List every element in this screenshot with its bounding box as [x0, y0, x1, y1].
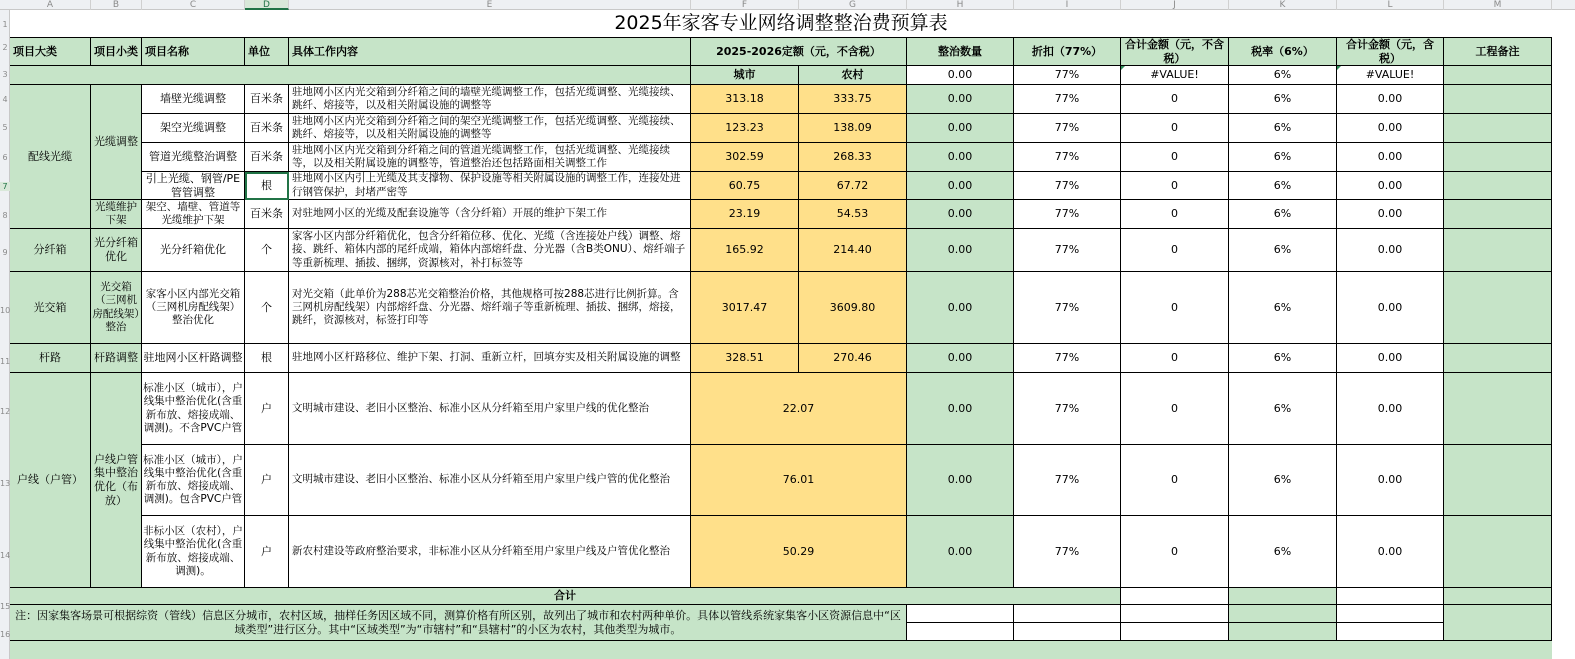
item-remark[interactable] [1444, 373, 1552, 445]
item-work-content[interactable]: 文明城市建设、老旧小区整治、标准小区从分纤箱至用户家里户线的优化整治 [289, 373, 691, 445]
header-rural[interactable]: 农村 [799, 66, 907, 85]
item-quantity[interactable]: 0.00 [907, 143, 1014, 172]
item-tax-rate[interactable]: 6% [1229, 200, 1337, 229]
item-total-excl-tax[interactable]: 0 [1121, 516, 1229, 588]
row-header[interactable]: 15 [0, 602, 11, 611]
item-unit[interactable]: 个 [245, 229, 289, 272]
cell-qty[interactable]: 0.00 [907, 66, 1014, 85]
row-header-bar [0, 10, 10, 659]
row-header[interactable]: 1 [2, 20, 8, 29]
item-unit-price[interactable]: 76.01 [691, 445, 907, 516]
column-header-i[interactable]: I [1014, 0, 1121, 10]
column-header-h[interactable]: H [907, 0, 1014, 10]
column-header-j[interactable]: J [1121, 0, 1229, 10]
header-city[interactable]: 城市 [691, 66, 799, 85]
item-rural-price[interactable]: 138.09 [799, 114, 907, 143]
subgroup-label[interactable]: 杆路调整 [91, 344, 142, 373]
group-label[interactable]: 户线（户管） [10, 373, 91, 588]
item-remark[interactable] [1444, 344, 1552, 373]
item-unit-price[interactable]: 50.29 [691, 516, 907, 588]
item-remark[interactable] [1444, 85, 1552, 114]
worksheet[interactable] [10, 10, 1575, 659]
sheet-title[interactable]: 2025年家客专业网络调整整治费预算表 [10, 10, 1552, 38]
item-rural-price[interactable]: 333.75 [799, 85, 907, 114]
total-cell[interactable] [1121, 588, 1229, 605]
error-indicator-icon [1337, 66, 1341, 70]
item-name[interactable]: 驻地网小区杆路调整 [142, 344, 245, 373]
item-unit[interactable]: 百米条 [245, 85, 289, 114]
item-unit[interactable]: 百米条 [245, 143, 289, 172]
row-header[interactable]: 9 [2, 248, 8, 257]
item-remark[interactable] [1444, 114, 1552, 143]
item-name[interactable]: 标准小区（城市），户线集中整治优化(含重新布放、熔接成端、调测)。不含PVC户管 [142, 373, 245, 445]
row-header[interactable]: 12 [0, 407, 11, 416]
item-quantity[interactable]: 0.00 [907, 172, 1014, 200]
item-tax-rate[interactable]: 6% [1229, 445, 1337, 516]
subgroup-label[interactable]: 光缆调整 [91, 85, 142, 200]
item-discount[interactable]: 77% [1014, 229, 1121, 272]
header-work-content[interactable]: 具体工作内容 [289, 38, 691, 66]
note-side-cell[interactable] [1229, 623, 1337, 641]
item-total-incl-tax[interactable]: 0.00 [1337, 172, 1444, 200]
item-tax-rate[interactable]: 6% [1229, 229, 1337, 272]
column-header-d[interactable]: D [245, 0, 289, 10]
column-header-m[interactable]: M [1444, 0, 1552, 10]
item-total-incl-tax[interactable]: 0.00 [1337, 143, 1444, 172]
item-unit-price[interactable]: 22.07 [691, 373, 907, 445]
item-remark[interactable] [1444, 229, 1552, 272]
group-label[interactable]: 分纤箱 [10, 229, 91, 272]
item-name[interactable]: 架空光缆调整 [142, 114, 245, 143]
item-discount[interactable]: 77% [1014, 445, 1121, 516]
item-discount[interactable]: 77% [1014, 114, 1121, 143]
item-city-price[interactable]: 165.92 [691, 229, 799, 272]
note-side-cell[interactable] [1444, 605, 1552, 641]
subheader-blank[interactable] [10, 66, 691, 85]
item-total-incl-tax[interactable]: 0.00 [1337, 229, 1444, 272]
header-unit[interactable]: 单位 [245, 38, 289, 66]
group-label[interactable]: 光交箱 [10, 272, 91, 344]
item-rural-price[interactable]: 268.33 [799, 143, 907, 172]
total-cell[interactable] [1229, 588, 1337, 605]
column-header-k[interactable]: K [1229, 0, 1337, 10]
item-city-price[interactable]: 302.59 [691, 143, 799, 172]
item-total-incl-tax[interactable]: 0.00 [1337, 516, 1444, 588]
item-total-excl-tax[interactable]: 0 [1121, 172, 1229, 200]
item-tax-rate[interactable]: 6% [1229, 85, 1337, 114]
item-total-excl-tax[interactable]: 0 [1121, 200, 1229, 229]
item-quantity[interactable]: 0.00 [907, 85, 1014, 114]
item-work-content[interactable]: 驻地网小区内引上光缆及其支撑物、保护设施等相关附属设施的调整工作，连接处进行钢管保护，封堵严密等 [289, 172, 691, 200]
item-unit[interactable]: 户 [245, 516, 289, 588]
item-name[interactable]: 架空、墙壁、管道等光缆维护下架 [142, 200, 245, 229]
item-tax-rate[interactable]: 6% [1229, 373, 1337, 445]
item-name[interactable]: 墙壁光缆调整 [142, 85, 245, 114]
item-work-content[interactable]: 驻地网小区内光交箱到分纤箱之间的墙壁光缆调整工作，包括光缆调整、光缆接续、跳纤、熔接等，以及相关附属设施的调整等 [289, 85, 691, 114]
item-work-content[interactable]: 驻地网小区内光交箱到分纤箱之间的管道光缆调整工作，包括光缆调整、光缆接续等，以及相关附属设施的调整等，管道整治还包括路面相关调整工作 [289, 143, 691, 172]
item-unit[interactable]: 个 [245, 272, 289, 344]
item-rural-price[interactable]: 3609.80 [799, 272, 907, 344]
item-total-incl-tax[interactable]: 0.00 [1337, 200, 1444, 229]
header-item-name[interactable]: 项目名称 [142, 38, 245, 66]
item-total-excl-tax[interactable]: 0 [1121, 272, 1229, 344]
item-total-excl-tax[interactable]: 0 [1121, 85, 1229, 114]
item-name[interactable]: 家客小区内部光交箱（三网机房配线架）整治优化 [142, 272, 245, 344]
note-side-cell[interactable] [907, 605, 1014, 623]
item-unit[interactable]: 百米条 [245, 114, 289, 143]
header-discount[interactable]: 折扣（77%） [1014, 38, 1121, 66]
total-cell[interactable] [1444, 588, 1552, 605]
item-quantity[interactable]: 0.00 [907, 445, 1014, 516]
item-remark[interactable] [1444, 200, 1552, 229]
note-text[interactable]: 注：因家集客场景可根据综资（管线）信息区分城市，农村区域，抽样任务因区域不同，测算价格有所区别，故列出了城市和农村两种单价。具体以管线系统家集客小区资源信息中“区域类型”进行区分。其中“区域类型”为“市辖村”和“县辖村”的小区为农村，其他类型为城市。 [10, 605, 907, 641]
cell-total-incl-tax[interactable]: #VALUE! [1337, 66, 1444, 85]
subgroup-label[interactable]: 光交箱（三网机房配线架）整治 [91, 272, 142, 344]
item-unit[interactable]: 百米条 [245, 200, 289, 229]
item-total-incl-tax[interactable]: 0.00 [1337, 445, 1444, 516]
item-remark[interactable] [1444, 272, 1552, 344]
row-header[interactable]: 6 [2, 153, 8, 162]
item-unit[interactable]: 户 [245, 373, 289, 445]
item-work-content[interactable]: 驻地网小区内光交箱到分纤箱之间的架空光缆调整工作，包括光缆调整、光缆接续、跳纤、熔接等，以及相关附属设施的调整等 [289, 114, 691, 143]
item-discount[interactable]: 77% [1014, 200, 1121, 229]
item-total-excl-tax[interactable]: 0 [1121, 344, 1229, 373]
cell-remark[interactable] [1444, 66, 1552, 85]
column-header-bar [0, 0, 1575, 10]
subgroup-label[interactable]: 光缆维护下架 [91, 200, 142, 229]
item-city-price[interactable]: 123.23 [691, 114, 799, 143]
item-city-price[interactable]: 23.19 [691, 200, 799, 229]
item-name[interactable]: 管道光缆整治调整 [142, 143, 245, 172]
item-city-price[interactable]: 313.18 [691, 85, 799, 114]
item-name[interactable]: 非标小区（农村），户线集中整治优化(含重新布放、熔接成端、调测)。 [142, 516, 245, 588]
item-work-content[interactable]: 文明城市建设、老旧小区整治、标准小区从分纤箱至用户家里户线户管的优化整治 [289, 445, 691, 516]
item-total-excl-tax[interactable]: 0 [1121, 445, 1229, 516]
subgroup-label[interactable]: 光分纤箱优化 [91, 229, 142, 272]
item-tax-rate[interactable]: 6% [1229, 516, 1337, 588]
item-quantity[interactable]: 0.00 [907, 114, 1014, 143]
item-work-content[interactable]: 对驻地网小区的光缆及配套设施等（含分纤箱）开展的维护下架工作 [289, 200, 691, 229]
group-label[interactable]: 配线光缆 [10, 85, 91, 229]
item-quantity[interactable]: 0.00 [907, 229, 1014, 272]
item-remark[interactable] [1444, 445, 1552, 516]
empty-row[interactable] [10, 641, 1552, 659]
note-side-cell[interactable] [907, 623, 1014, 641]
note-side-cell[interactable] [1014, 605, 1121, 623]
item-rural-price[interactable]: 67.72 [799, 172, 907, 200]
row-header[interactable]: 11 [0, 357, 11, 366]
cell-tax[interactable]: 6% [1229, 66, 1337, 85]
row-header[interactable]: 2 [2, 43, 8, 52]
item-total-excl-tax[interactable]: 0 [1121, 373, 1229, 445]
item-total-excl-tax[interactable]: 0 [1121, 114, 1229, 143]
item-total-incl-tax[interactable]: 0.00 [1337, 344, 1444, 373]
item-tax-rate[interactable]: 6% [1229, 114, 1337, 143]
note-side-cell[interactable] [1337, 623, 1444, 641]
row-header[interactable]: 13 [0, 479, 11, 488]
item-name[interactable]: 标准小区（城市），户线集中整治优化(含重新布放、熔接成端、调测)。包含PVC户管 [142, 445, 245, 516]
header-major-category[interactable]: 项目大类 [10, 38, 91, 66]
subgroup-label[interactable]: 户线户管集中整治优化（布放） [91, 373, 142, 588]
item-remark[interactable] [1444, 143, 1552, 172]
item-rural-price[interactable]: 54.53 [799, 200, 907, 229]
item-tax-rate[interactable]: 6% [1229, 172, 1337, 200]
item-unit[interactable]: 根 [245, 172, 289, 200]
item-total-excl-tax[interactable]: 0 [1121, 229, 1229, 272]
column-header-a[interactable]: A [10, 0, 91, 10]
item-total-incl-tax[interactable]: 0.00 [1337, 114, 1444, 143]
column-header-g[interactable]: G [799, 0, 907, 10]
item-quantity[interactable]: 0.00 [907, 373, 1014, 445]
item-discount[interactable]: 77% [1014, 85, 1121, 114]
note-side-cell[interactable] [1121, 623, 1229, 641]
item-city-price[interactable]: 3017.47 [691, 272, 799, 344]
item-discount[interactable]: 77% [1014, 272, 1121, 344]
header-total-incl-tax[interactable]: 合计金额（元，含税） [1337, 38, 1444, 66]
item-work-content[interactable]: 家客小区内部分纤箱优化，包含分纤箱位移、优化、光缆（含连接处户线）调整、熔接、跳纤、箱体内部的尾纤成端，箱体内部熔纤盘、分光器（含B类ONU）、熔纤端子等重新梳理、插拔、捆绑，资源核对，补打标签等 [289, 229, 691, 272]
item-remark[interactable] [1444, 516, 1552, 588]
note-side-cell[interactable] [1337, 605, 1444, 623]
header-minor-category[interactable]: 项目小类 [91, 38, 142, 66]
row-header[interactable]: 4 [2, 95, 8, 104]
total-cell[interactable] [1337, 588, 1444, 605]
column-header-e[interactable]: E [289, 0, 691, 10]
item-tax-rate[interactable]: 6% [1229, 272, 1337, 344]
note-side-cell[interactable] [1121, 605, 1229, 623]
item-discount[interactable]: 77% [1014, 172, 1121, 200]
cell-discount[interactable]: 77% [1014, 66, 1121, 85]
item-rural-price[interactable]: 270.46 [799, 344, 907, 373]
row-header[interactable]: 10 [0, 306, 11, 315]
header-remark[interactable]: 工程备注 [1444, 38, 1552, 66]
row-header[interactable]: 8 [2, 211, 8, 220]
item-discount[interactable]: 77% [1014, 344, 1121, 373]
item-total-incl-tax[interactable]: 0.00 [1337, 85, 1444, 114]
item-city-price[interactable]: 328.51 [691, 344, 799, 373]
item-total-incl-tax[interactable]: 0.00 [1337, 272, 1444, 344]
item-discount[interactable]: 77% [1014, 373, 1121, 445]
item-city-price[interactable]: 60.75 [691, 172, 799, 200]
column-header-c[interactable]: C [142, 0, 245, 10]
row-header[interactable]: 5 [2, 123, 8, 132]
item-quantity[interactable]: 0.00 [907, 516, 1014, 588]
header-tax-rate[interactable]: 税率（6%） [1229, 38, 1337, 66]
note-side-cell[interactable] [1229, 605, 1337, 623]
item-name[interactable]: 引上光缆、钢管/PE管管调整 [142, 172, 245, 200]
header-total-excl-tax[interactable]: 合计金额（元，不含税） [1121, 38, 1229, 66]
header-quota[interactable]: 2025-2026定额（元，不含税） [691, 38, 907, 66]
row-header[interactable]: 3 [2, 70, 8, 79]
item-discount[interactable]: 77% [1014, 143, 1121, 172]
item-tax-rate[interactable]: 6% [1229, 344, 1337, 373]
note-side-cell[interactable] [1014, 623, 1121, 641]
row-header[interactable]: 7 [0, 182, 10, 191]
item-quantity[interactable]: 0.00 [907, 344, 1014, 373]
row-header[interactable]: 16 [0, 630, 11, 639]
item-remark[interactable] [1444, 172, 1552, 200]
column-header-f[interactable]: F [691, 0, 799, 10]
item-rural-price[interactable]: 214.40 [799, 229, 907, 272]
header-quantity[interactable]: 整治数量 [907, 38, 1014, 66]
column-header-b[interactable]: B [91, 0, 142, 10]
item-name[interactable]: 光分纤箱优化 [142, 229, 245, 272]
item-total-excl-tax[interactable]: 0 [1121, 143, 1229, 172]
item-work-content[interactable]: 驻地网小区杆路移位、维护下架、打洞、重新立杆，回填夯实及相关附属设施的调整 [289, 344, 691, 373]
total-row-label[interactable]: 合计 [10, 588, 1121, 605]
item-quantity[interactable]: 0.00 [907, 200, 1014, 229]
row-header[interactable]: 14 [0, 551, 11, 560]
item-work-content[interactable]: 对光交箱（此单价为288芯光交箱整治价格，其他规格可按288芯进行比例折算。含三网机房配线架）内部熔纤盘、分光器、熔纤端子等重新梳理、插拔、捆绑，熔接，跳纤，资源核对，标签打印等 [289, 272, 691, 344]
item-total-incl-tax[interactable]: 0.00 [1337, 373, 1444, 445]
error-indicator-icon [1121, 66, 1125, 70]
item-discount[interactable]: 77% [1014, 516, 1121, 588]
cell-total-excl-tax[interactable]: #VALUE! [1121, 66, 1229, 85]
item-unit[interactable]: 根 [245, 344, 289, 373]
item-tax-rate[interactable]: 6% [1229, 143, 1337, 172]
item-unit[interactable]: 户 [245, 445, 289, 516]
item-work-content[interactable]: 新农村建设等政府整治要求，非标准小区从分纤箱至用户家里户线及户管优化整治 [289, 516, 691, 588]
item-quantity[interactable]: 0.00 [907, 272, 1014, 344]
group-label[interactable]: 杆路 [10, 344, 91, 373]
column-header-l[interactable]: L [1337, 0, 1444, 10]
